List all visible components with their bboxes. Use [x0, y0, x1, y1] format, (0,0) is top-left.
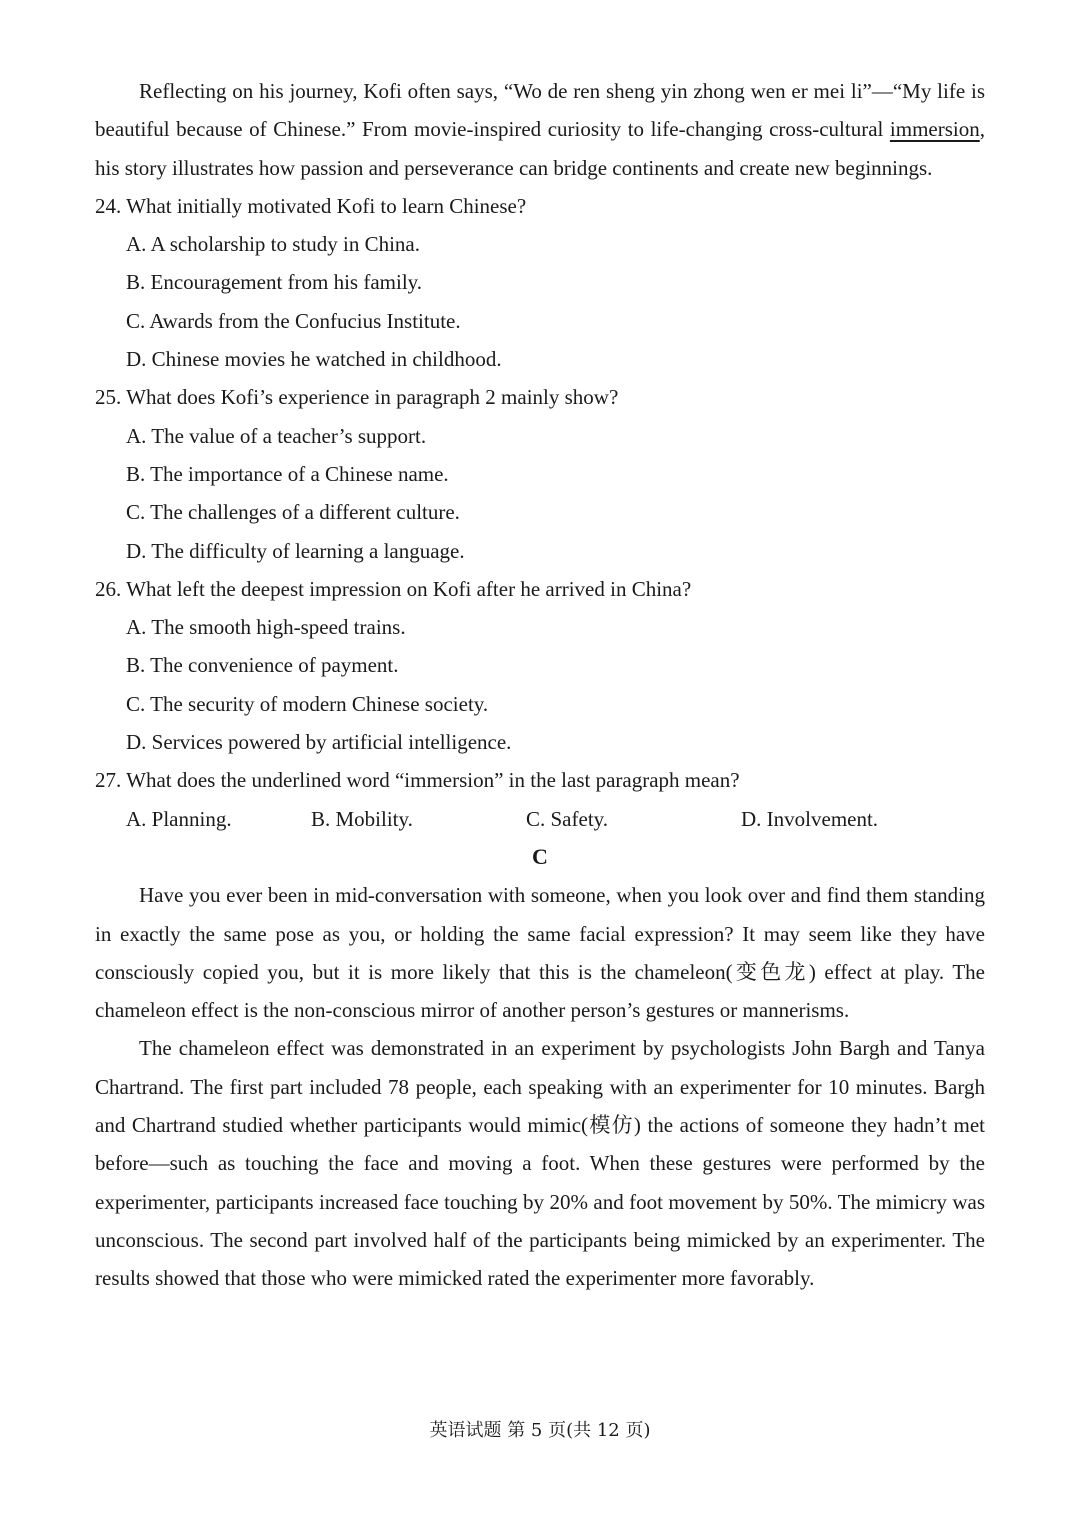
passage-c-paragraph-1: Have you ever been in mid-conversation with someone, when you look over and find them standing in exactly the same pose as you, or holding the same facial expression? It may seem like they have consciously copied you, but it is more likely that this is the chameleon(变色龙) effect at play. The chameleon effect is the non-conscious mirror of another person’s gestures or mannerisms.: [95, 883, 985, 1023]
exam-page: [95, 72, 985, 1298]
question-stem: 27. What does the underlined word “immersion” in the last paragraph mean?: [95, 768, 740, 793]
options-row: [126, 800, 985, 838]
option-c: C. The security of modern Chinese society.: [126, 691, 489, 716]
passage-b-final-paragraph: [95, 72, 985, 187]
paragraph-text-part-2: , his story illustrates how passion and perseverance can bridge continents and create new beginnings.: [95, 117, 985, 180]
question-stem: 25. What does Kofi’s experience in paragraph 2 mainly show?: [95, 385, 619, 410]
option-d: D. Services powered by artificial intelligence.: [126, 730, 512, 755]
option-b: B. The importance of a Chinese name.: [126, 461, 449, 486]
option-a: A. Planning.: [126, 806, 232, 831]
option-c: C. Awards from the Confucius Institute.: [126, 308, 461, 333]
section-heading: C: [532, 843, 548, 869]
passage-c-paragraph-2: The chameleon effect was demonstrated in an experiment by psychologists John Bargh and Tanya Chartrand. The first part included 78 people, each speaking with an experimenter for 10 minutes. Bargh and Chartrand studied whether participants would mimic(模仿) the actions of someone they hadn’t met before—such as touching the face and moving a foot. When these gestures were performed by the experimenter, participants increased face touching by 20% and foot movement by 50%. The mimicry was unconscious. The second part involved half of the participants being mimicked by an experimenter. The results showed that those who were mimicked rated the experimenter more favorably.: [95, 1036, 985, 1291]
option-a: A. The smooth high-speed trains.: [126, 615, 406, 640]
option-b: B. The convenience of payment.: [126, 653, 399, 678]
option-a: A. The value of a teacher’s support.: [126, 423, 427, 448]
underlined-word: immersion: [889, 117, 980, 142]
question-stem: 24. What initially motivated Kofi to learn Chinese?: [95, 193, 527, 218]
option-d: D. The difficulty of learning a language.: [126, 538, 465, 563]
question-27: [95, 761, 985, 838]
question-24: [95, 187, 985, 378]
paragraph-text-part-1: Reflecting on his journey, Kofi often says, “Wo de ren sheng yin zhong wen er mei li”—“My life is beautiful because of Chinese.” From movie-inspired curiosity to life-changing cross-cultural: [95, 79, 985, 142]
option-b: B. Encouragement from his family.: [126, 270, 423, 295]
option-c: C. Safety.: [526, 806, 609, 831]
question-stem: 26. What left the deepest impression on Kofi after he arrived in China?: [95, 576, 692, 601]
question-26: [95, 570, 985, 761]
option-c: C. The challenges of a different culture.: [126, 500, 460, 525]
page-footer: 英语试题 第 5 页(共 12 页): [429, 1420, 651, 1441]
option-d: D. Involvement.: [741, 806, 879, 831]
option-d: D. Chinese movies he watched in childhood.: [126, 347, 502, 372]
option-b: B. Mobility.: [311, 806, 413, 831]
option-a: A. A scholarship to study in China.: [126, 232, 420, 257]
question-25: [95, 378, 985, 569]
